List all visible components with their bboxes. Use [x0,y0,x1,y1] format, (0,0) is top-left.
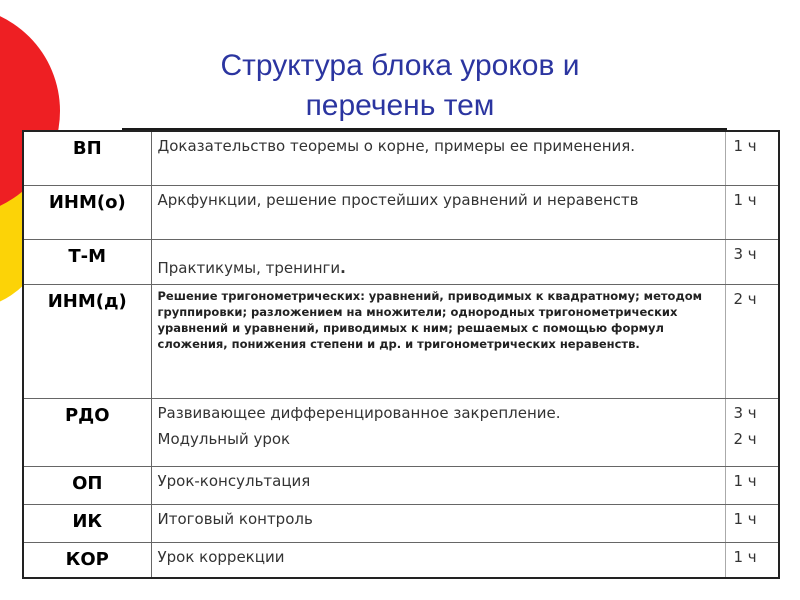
lesson-code: ВП [23,131,151,185]
table-row [23,466,779,504]
lesson-topic: Урок-консультация [151,466,725,504]
lesson-topic-line: Развивающее дифференцированное закрепление. [157,403,561,422]
lesson-hours [725,398,779,466]
lesson-hours-line: 3 ч [733,403,757,422]
lesson-code: ИНМ(о) [23,185,151,239]
lesson-code: ИК [23,504,151,542]
table-row [23,542,779,578]
lesson-hours: 3 ч [725,239,779,284]
lesson-topic: Урок коррекции [151,542,725,578]
lesson-hours: 1 ч [725,504,779,542]
lesson-topic: Решение тригонометрических: уравнений, приводимых к квадратному; методом группировки; разложением на множители; однородных тригонометрических уравнений и уравнений, приводимых к ним; решаемых с помощью формул сложения, понижения степени и др. и тригонометрических неравенств. [151,284,725,398]
lesson-code: ОП [23,466,151,504]
lesson-topic [151,239,725,284]
lesson-hours: 1 ч [725,185,779,239]
lesson-hours: 1 ч [725,466,779,504]
lesson-topic-period: . [340,258,346,277]
table-row [23,504,779,542]
slide-title [160,46,640,126]
lesson-code: КОР [23,542,151,578]
title-line-1: Структура блока уроков и [220,49,580,82]
lesson-topic: Аркфункции, решение простейших уравнений и неравенств [151,185,725,239]
lesson-code: ИНМ(д) [23,284,151,398]
lesson-topic-text: Практикумы, тренинги [157,258,341,277]
lesson-hours: 2 ч [725,284,779,398]
table-row [23,284,779,398]
lesson-code: РДО [23,398,151,466]
lesson-code: Т-М [23,239,151,284]
lesson-hours: 1 ч [725,542,779,578]
table-row [23,131,779,185]
lesson-topic [151,398,725,466]
lesson-topic-line: Модульный урок [157,429,291,448]
table-row [23,398,779,466]
table-row [23,185,779,239]
lesson-topic: Доказательство теоремы о корне, примеры ее применения. [151,131,725,185]
lesson-topic: Итоговый контроль [151,504,725,542]
table-row [23,239,779,284]
lesson-hours: 1 ч [725,131,779,185]
lesson-hours-line: 2 ч [733,429,757,448]
title-line-2: перечень тем [305,89,495,122]
lesson-structure-table [22,130,780,579]
